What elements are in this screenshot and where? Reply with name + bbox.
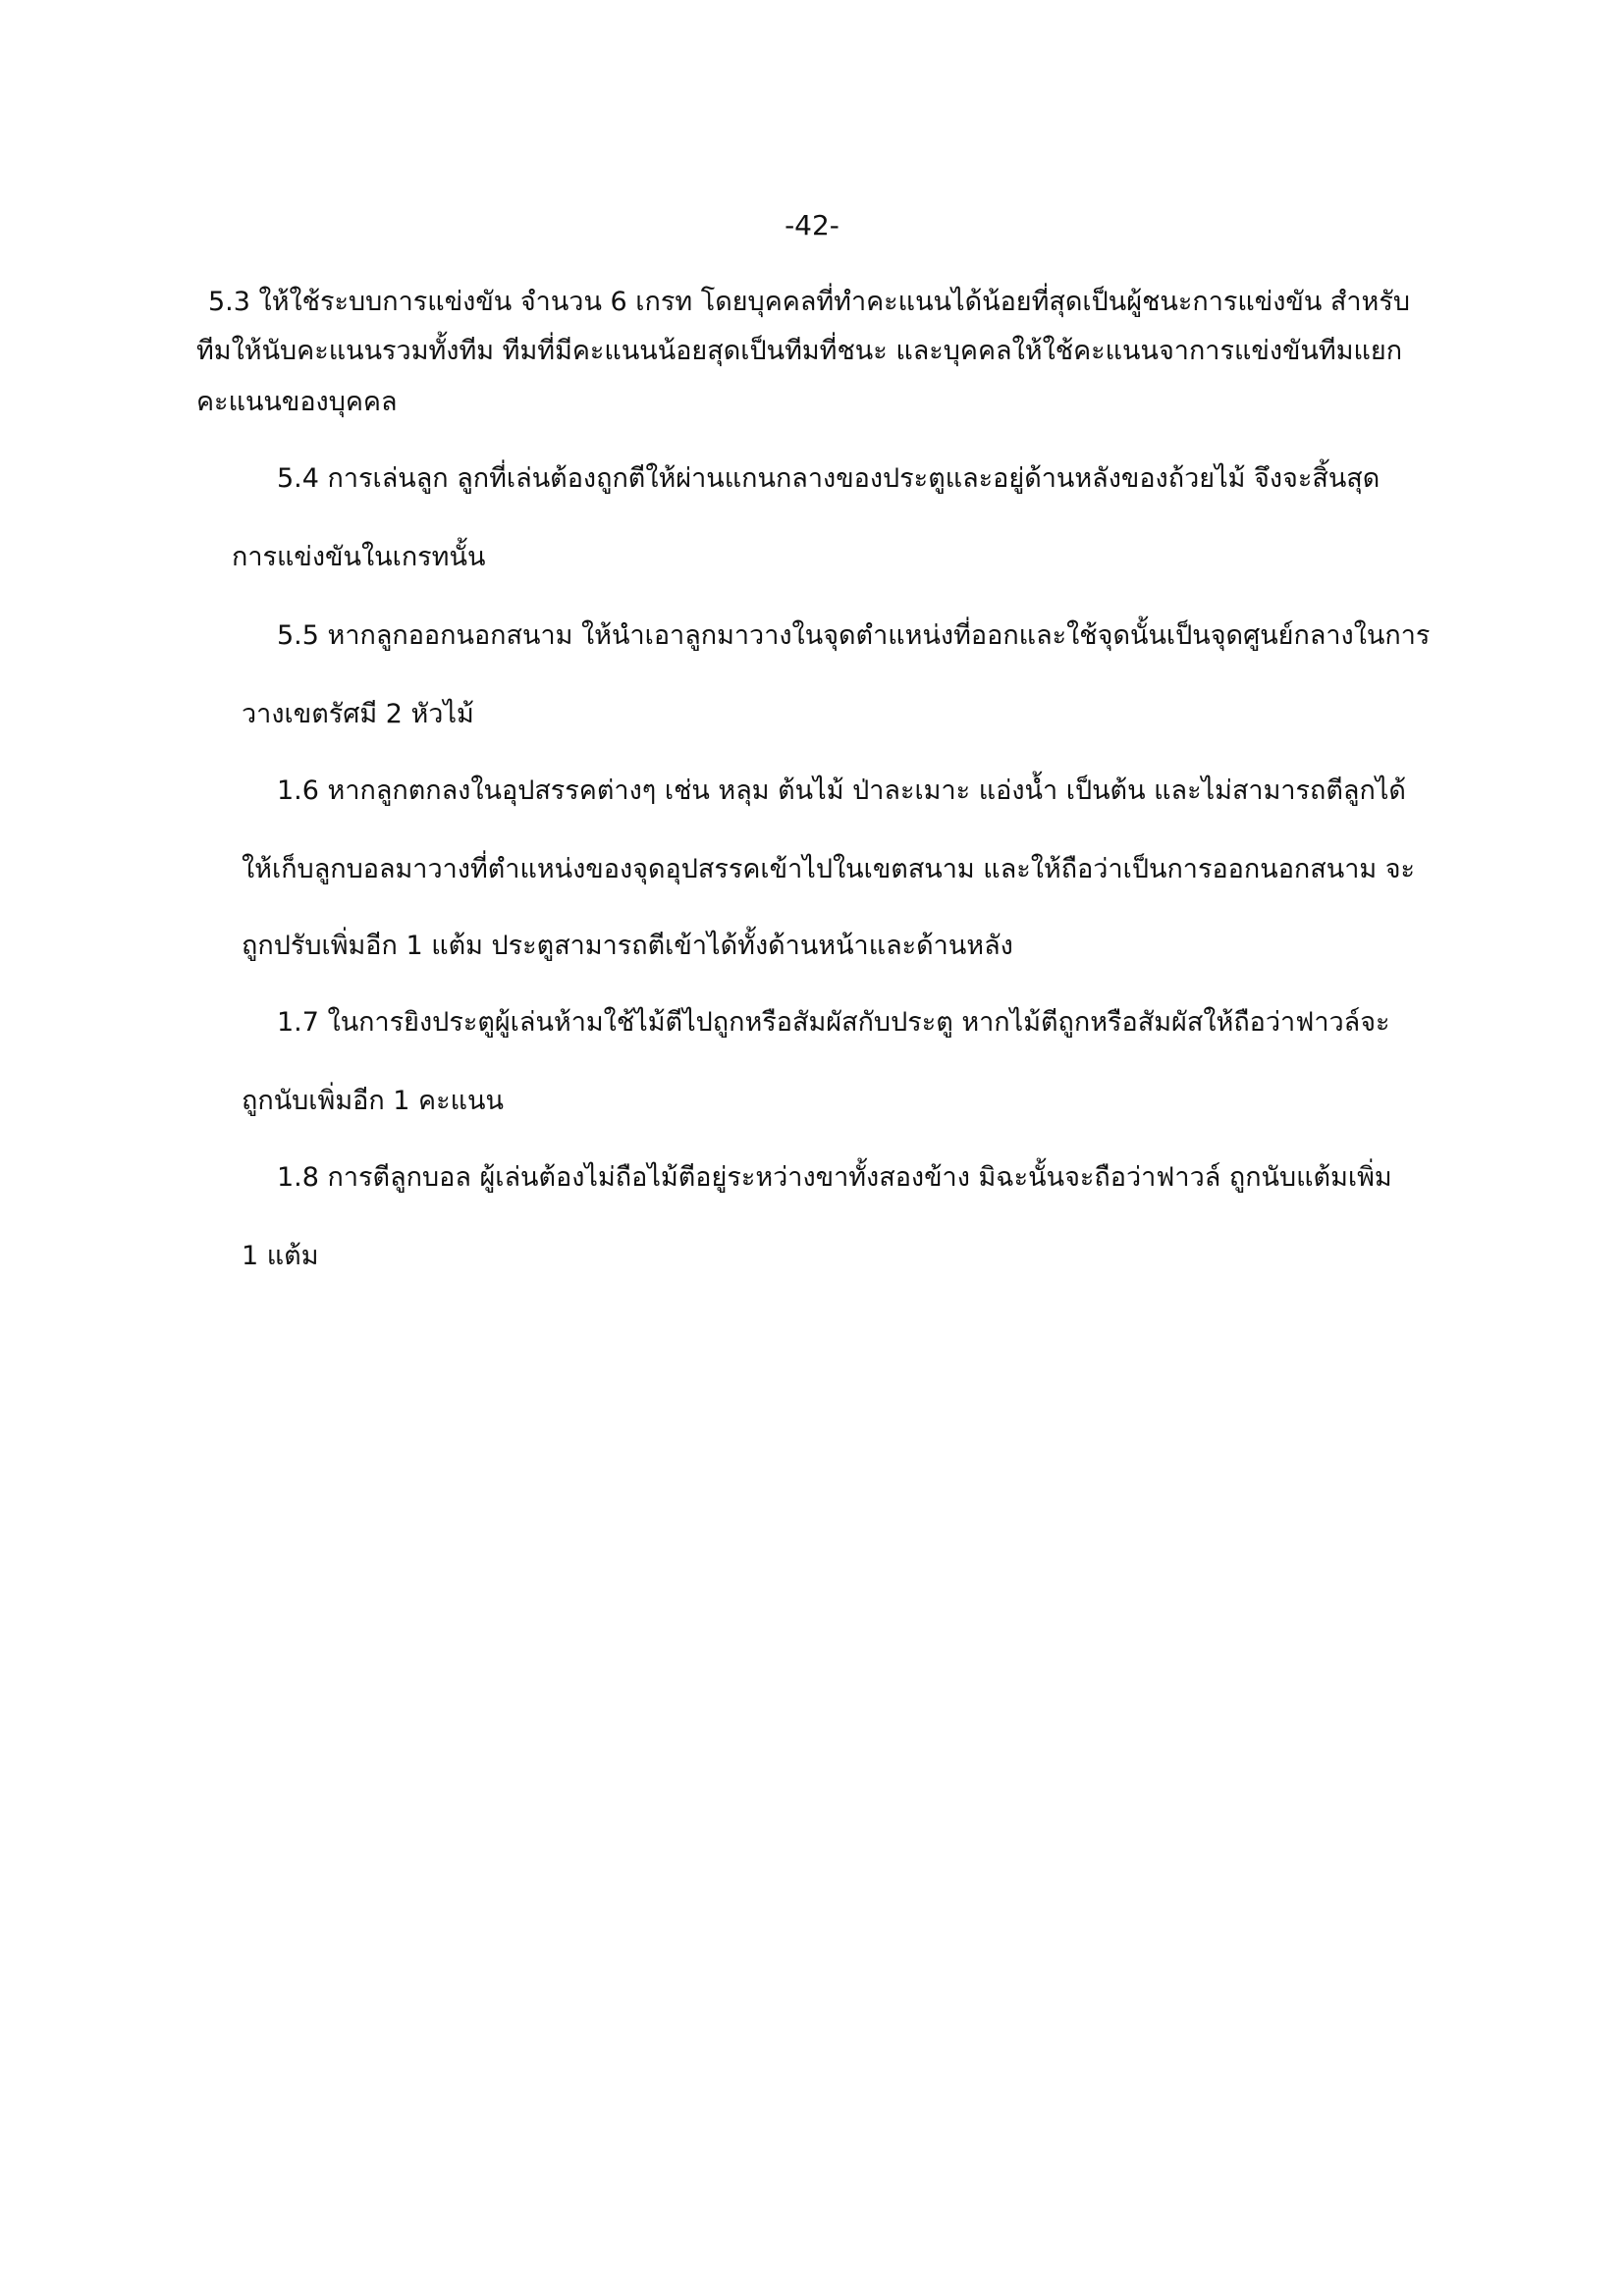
paragraph-line: คะแนนของบุคคล bbox=[196, 387, 398, 417]
paragraph-line: 1.6 หากลูกตกลงในอุปสรรคต่างๆ เช่น หลุม ต้นไม้ ป่าละเมาะ แอ่งน้ำ เป็นต้น และไม่สามารถตีลูกได้ bbox=[277, 775, 1406, 806]
paragraph-line: 1.7 ในการยิงประตูผู้เล่นห้ามใช้ไม้ตีไปถูกหรือสัมผัสกับประตู หากไม้ตีถูกหรือสัมผัสให้ถือว่าฟาวล์จะ bbox=[277, 1007, 1390, 1038]
paragraph-line: 5.4 การเล่นลูก ลูกที่เล่นต้องถูกตีให้ผ่านแกนกลางของประตูและอยู่ด้านหลังของถ้วยไม้ จึงจะสิ้นสุด bbox=[277, 463, 1380, 494]
page-number: -42- bbox=[785, 209, 839, 241]
paragraph-line: 1 แต้ม bbox=[242, 1241, 319, 1271]
paragraph-line: 5.3 ให้ใช้ระบบการแข่งขัน จำนวน 6 เกรท โดยบุคคลที่ทำคะแนนได้น้อยที่สุดเป็นผู้ชนะการแข่งขัน สำหรับ bbox=[208, 287, 1410, 317]
paragraph-line: ทีมให้นับคะแนนรวมทั้งทีม ทีมที่มีคะแนนน้อยสุดเป็นทีมที่ชนะ และบุคคลให้ใช้คะแนนจาการแข่งขันทีมแยก bbox=[196, 336, 1403, 366]
paragraph-line: การแข่งขันในเกรทนั้น bbox=[232, 542, 486, 572]
paragraph-line: ให้เก็บลูกบอลมาวางที่ตำแหน่งของจุดอุปสรรคเข้าไปในเขตสนาม และให้ถือว่าเป็นการออกนอกสนาม จะ bbox=[242, 854, 1416, 884]
paragraph-line: ถูกนับเพิ่มอีก 1 คะแนน bbox=[242, 1086, 504, 1116]
paragraph-line: 5.5 หากลูกออกนอกสนาม ให้นำเอาลูกมาวางในจุดตำแหน่งที่ออกและใช้จุดนั้นเป็นจุดศูนย์กลางในการ bbox=[277, 620, 1431, 651]
paragraph-line: ถูกปรับเพิ่มอีก 1 แต้ม ประตูสามารถตีเข้าได้ทั้งด้านหน้าและด้านหลัง bbox=[242, 931, 1013, 961]
paragraph-line: วางเขตรัศมี 2 หัวไม้ bbox=[242, 699, 474, 729]
paragraph-line: 1.8 การตีลูกบอล ผู้เล่นต้องไม่ถือไม้ตีอยู่ระหว่างขาทั้งสองข้าง มิฉะนั้นจะถือว่าฟาวล์ ถูกนับแต้มเพิ่ม bbox=[277, 1162, 1392, 1193]
